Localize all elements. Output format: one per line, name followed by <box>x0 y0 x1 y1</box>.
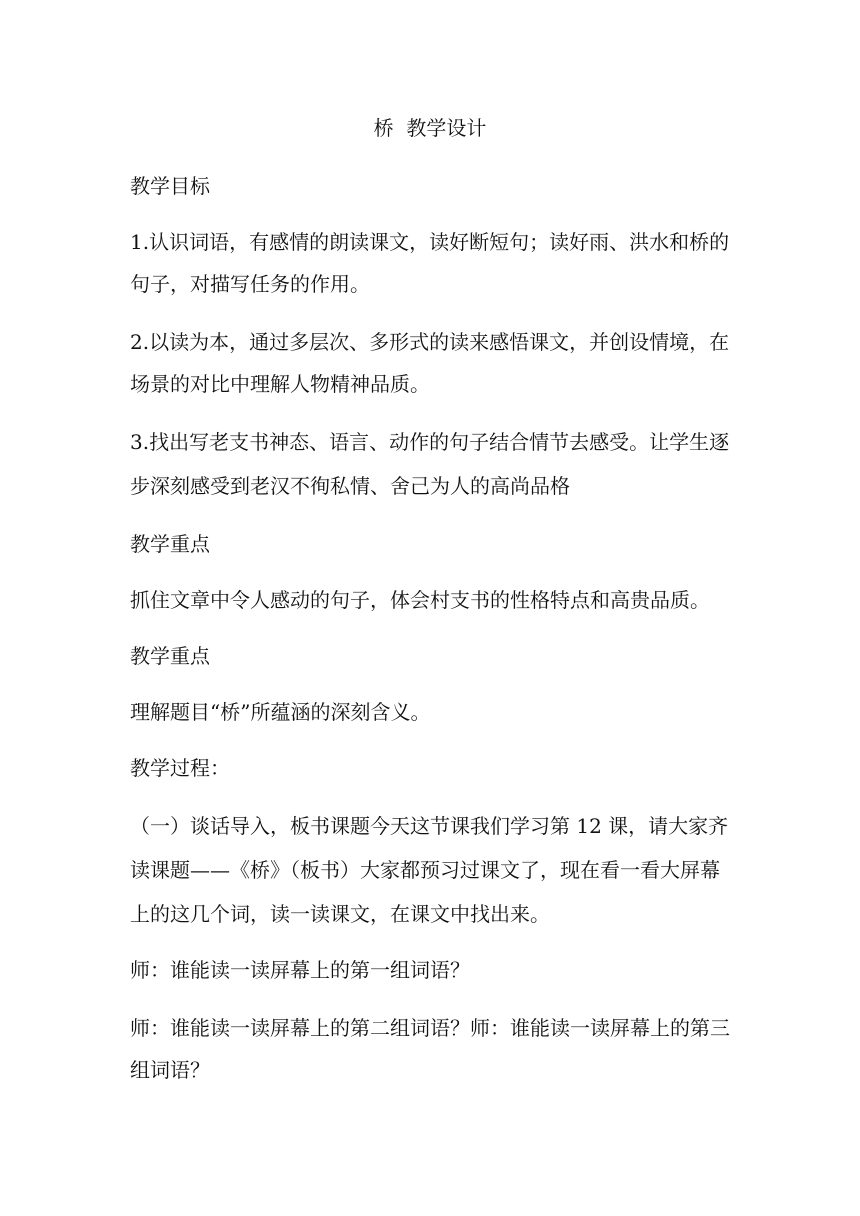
section-heading-key-points-2: 教学重点 <box>130 644 210 668</box>
teacher-question-1: 师：谁能读一读屏幕上的第一组词语？ <box>130 958 470 982</box>
process-intro-line-2: 读课题——《桥》（板书）大家都预习过课文了，现在看一看大屏幕 <box>130 858 720 882</box>
objective-2-line-1: 2.以读为本，通过多层次、多形式的读来感悟课文，并创设情境，在 <box>130 330 730 354</box>
objective-1-line-2: 句子，对描写任务的作用。 <box>130 272 370 296</box>
objective-2-line-2: 场景的对比中理解人物精神品质。 <box>130 372 430 396</box>
section-heading-key-points: 教学重点 <box>130 532 210 556</box>
teacher-question-2-line-2: 组词语？ <box>130 1058 210 1082</box>
key-point-text: 抓住文章中令人感动的句子，体会村支书的性格特点和高贵品质。 <box>130 588 710 612</box>
objective-3-line-1: 3.找出写老支书神态、语言、动作的句子结合情节去感受。让学生逐 <box>130 430 730 454</box>
process-intro-line-1: （一）谈话导入，板书课题今天这节课我们学习第 12 课，请大家齐 <box>130 814 729 838</box>
key-point-2-text: 理解题目“桥”所蕴涵的深刻含义。 <box>130 700 431 724</box>
section-heading-process: 教学过程： <box>130 756 230 780</box>
section-heading-objectives: 教学目标 <box>130 174 210 198</box>
teacher-question-2-line-1: 师：谁能读一读屏幕上的第二组词语？师：谁能读一读屏幕上的第三 <box>130 1016 730 1040</box>
document-title: 桥 教学设计 <box>373 116 487 140</box>
objective-1-line-1: 1.认识词语，有感情的朗读课文，读好断短句；读好雨、洪水和桥的 <box>130 230 730 254</box>
process-intro-line-3: 上的这几个词，读一读课文，在课文中找出来。 <box>130 902 550 926</box>
objective-3-line-2: 步深刻感受到老汉不徇私情、舍己为人的高尚品格 <box>130 474 570 498</box>
